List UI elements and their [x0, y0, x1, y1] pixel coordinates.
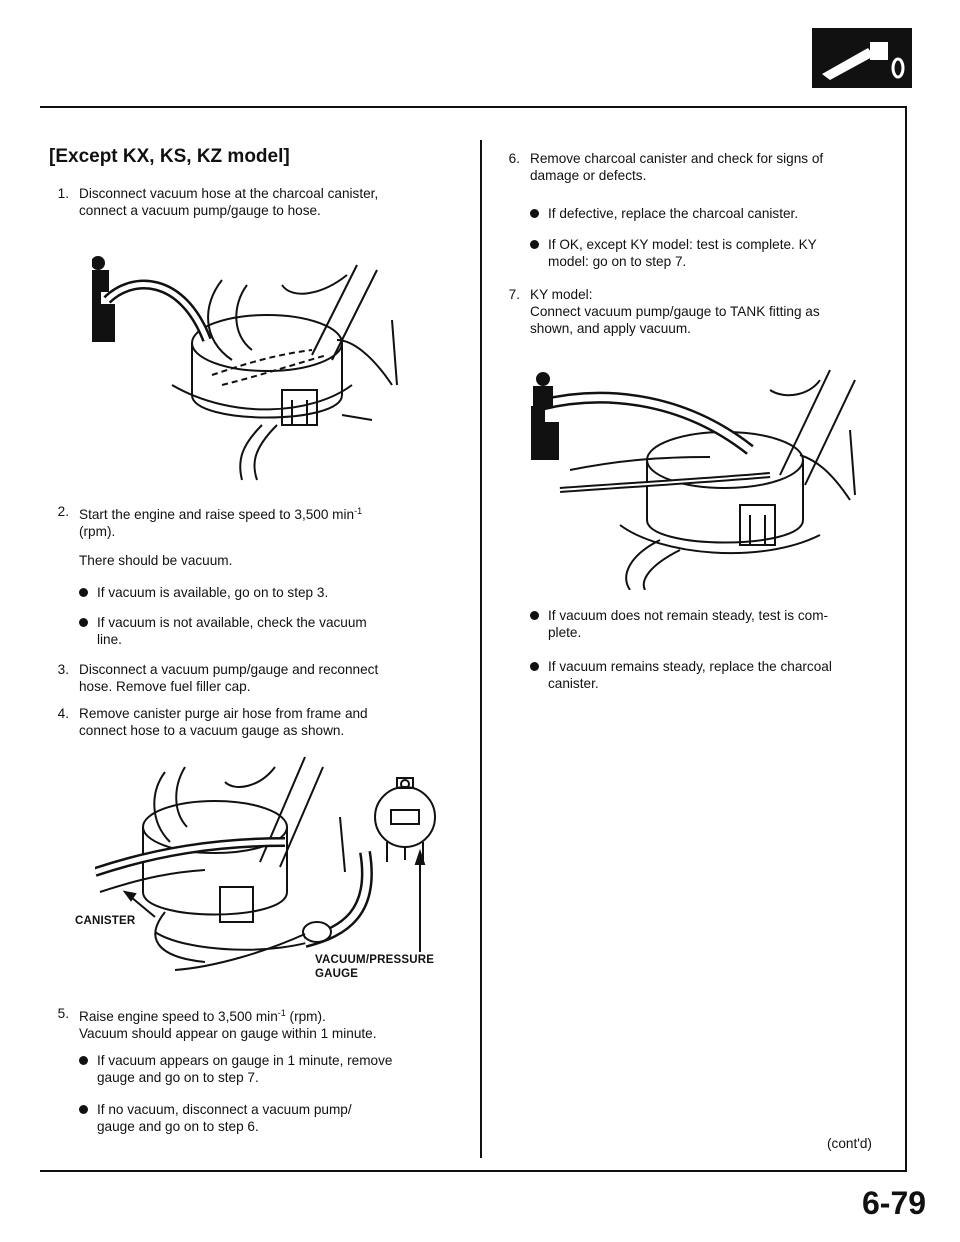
step-text-line: connect a vacuum pump/gauge to hose. [79, 203, 321, 218]
figure-pump-on-canister [92, 245, 462, 485]
step-text-line: Vacuum should appear on gauge within 1 minute. [79, 1026, 377, 1041]
bullet-text-line: line. [97, 632, 122, 647]
bullet-icon [530, 611, 539, 620]
bullet-text-line: If defective, replace the charcoal canister. [548, 206, 799, 221]
figure-label-line: VACUUM/PRESSURE [315, 954, 435, 966]
bullet-text-line: model: go on to step 7. [548, 254, 687, 269]
bullet-item [79, 584, 469, 604]
step-number: 1. [57, 186, 69, 201]
bullet-item [530, 658, 900, 698]
bullet-item [530, 205, 900, 225]
step-text-line: Connect vacuum pump/gauge to TANK fitting as [530, 304, 820, 319]
bullet-text-line: If vacuum is not available, check the vacuum [97, 615, 367, 630]
bullet-icon [530, 209, 539, 218]
step-text-line: hose. Remove fuel filler cap. [79, 679, 251, 694]
step-number: 2. [57, 504, 69, 519]
step-text-line [79, 1005, 377, 1025]
step-text: Start the engine and raise speed to 3,500 min [79, 507, 355, 522]
bullet-icon [530, 240, 539, 249]
step-text-line: Remove charcoal canister and check for signs of [530, 151, 824, 166]
bullet-text-line: If no vacuum, disconnect a vacuum pump/ [97, 1102, 352, 1117]
step-2 [49, 503, 459, 543]
figure-label-canister: CANISTER [75, 915, 136, 927]
section-icon [812, 28, 912, 88]
step-number: 4. [57, 706, 69, 721]
step-text: Raise engine speed to 3,500 min [79, 1009, 278, 1024]
page-number: 6-79 [862, 1185, 927, 1221]
right-border [905, 106, 907, 1172]
bullet-text-line: If vacuum does not remain steady, test is com- [548, 608, 829, 623]
bullet-text-line: plete. [548, 625, 582, 640]
bullet-item [530, 236, 900, 276]
step-text-line [79, 503, 362, 523]
figure-label-gauge [315, 953, 434, 981]
bullet-text-line: gauge and go on to step 6. [97, 1119, 259, 1134]
bullet-icon [79, 588, 88, 597]
step-text: (rpm). [285, 1009, 326, 1024]
step-6 [500, 150, 900, 190]
bullet-icon [79, 1105, 88, 1114]
step-number: 3. [57, 662, 69, 677]
step-7 [500, 286, 900, 346]
bullet-icon [79, 618, 88, 627]
bottom-rule [40, 1170, 906, 1172]
step-text-line: damage or defects. [530, 168, 647, 183]
bullet-item [79, 1052, 474, 1092]
step-number: 7. [508, 287, 520, 302]
bullet-text-line: If OK, except KY model: test is complete. KY [548, 237, 817, 252]
superscript: -1 [354, 506, 363, 516]
step-text-line: KY model: [530, 287, 593, 302]
bullet-text-line: If vacuum appears on gauge in 1 minute, remove [97, 1053, 393, 1068]
figure-canister-gauge [95, 752, 465, 977]
figure-label-line: GAUGE [315, 968, 359, 980]
step-text-line: (rpm). [79, 524, 116, 539]
bullet-icon [530, 662, 539, 671]
figure-pump-tank-fitting [510, 365, 890, 590]
step-text-line: connect hose to a vacuum gauge as shown. [79, 723, 345, 738]
bullet-text-line: canister. [548, 676, 599, 691]
bullet-icon [79, 1056, 88, 1065]
section-heading: [Except KX, KS, KZ model] [49, 146, 290, 167]
step-3 [49, 661, 459, 701]
bullet-text-line: If vacuum remains steady, replace the charcoal [548, 659, 832, 674]
top-rule [40, 106, 906, 108]
step-text-line: Disconnect vacuum hose at the charcoal canister, [79, 186, 379, 201]
bullet-item [530, 607, 900, 647]
step-5 [49, 1005, 469, 1045]
step-text-line: Disconnect a vacuum pump/gauge and reconnect [79, 662, 379, 677]
bullet-text-line: gauge and go on to step 7. [97, 1070, 259, 1085]
step-text-line: shown, and apply vacuum. [530, 321, 691, 336]
bullet-item [79, 614, 469, 654]
step-note: There should be vacuum. [79, 553, 233, 568]
superscript: -1 [277, 1008, 286, 1018]
step-number: 6. [508, 151, 520, 166]
step-number: 5. [57, 1006, 69, 1021]
step-text-line: Remove canister purge air hose from frame and [79, 706, 368, 721]
column-divider [480, 140, 482, 1158]
continued-note: (cont'd) [827, 1136, 872, 1151]
step-1 [49, 185, 459, 225]
step-4 [49, 705, 459, 745]
bullet-text-line: If vacuum is available, go on to step 3. [97, 585, 329, 600]
bullet-item [79, 1101, 474, 1141]
